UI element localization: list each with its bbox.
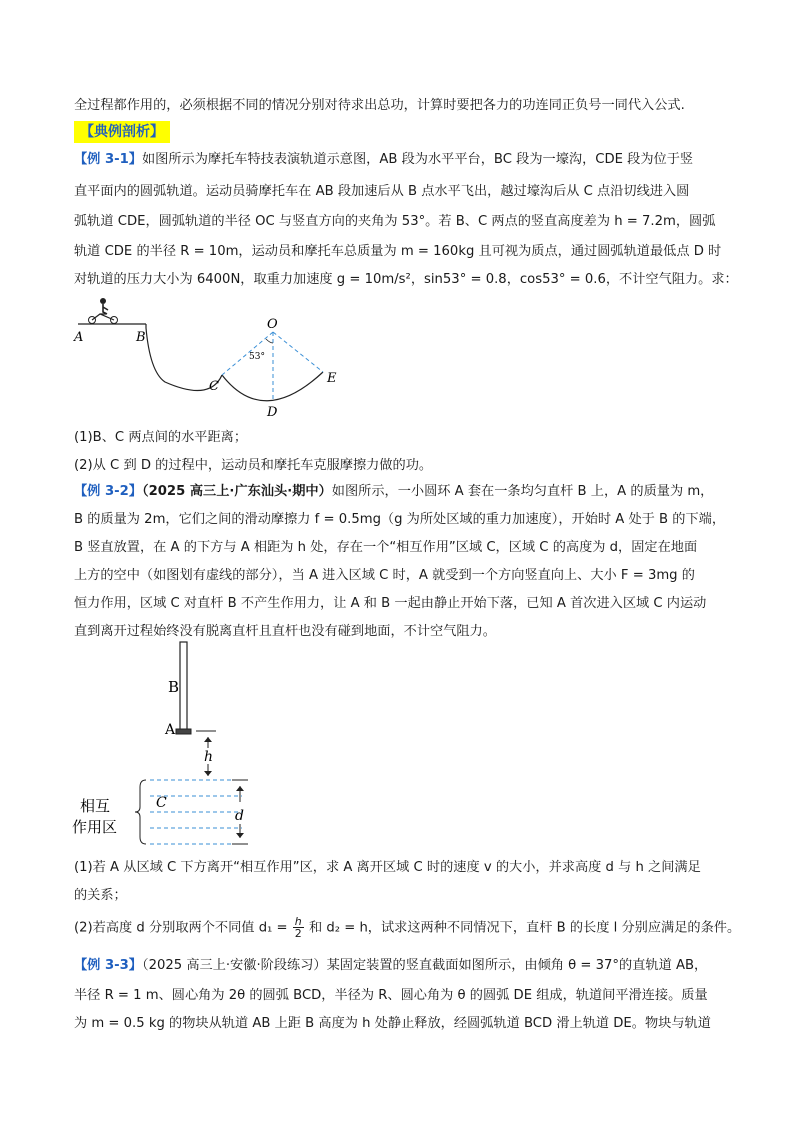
ex2-text-1: 如图所示，一小圆环 A 套在一条均匀直杆 B 上，A 的质量为 m， <box>331 484 714 499</box>
ex3-tag: 【例 3-3】 <box>74 958 142 973</box>
ring-A <box>176 729 191 734</box>
ex2-line-6: 直到离开过程始终没有脱离直杆且直杆也没有碰到地面，不计空气阻力。 <box>74 624 496 639</box>
zone-height-label-d: d <box>235 808 244 824</box>
ex2-q2-denominator: 2 <box>294 927 302 940</box>
ex1-question-1: (1)B、C 两点间的水平距离； <box>74 430 248 445</box>
ex1-line-3: 弧轨道 CDE，圆弧轨道的半径 OC 与竖直方向的夹角为 53°。若 B、C 两点的竖直高度差为 h = 7.2m，圆弧 <box>74 214 716 229</box>
ex1-question-2: (2)从 C 到 D 的过程中，运动员和摩托车克服摩擦力做的功。 <box>74 458 433 473</box>
rod-label-B: B <box>168 678 180 696</box>
ex3-line-2: 半径 R = 1 m、圆心角为 2θ 的圆弧 BCD，半径为 R、圆心角为 θ 的圆弧 DE 组成，轨道间平滑连接。质量 <box>74 988 708 1003</box>
intro-line: 全过程都作用的，必须根据不同的情况分别对待求出总功，计算时要把各力的功连同正负号一同代入公式. <box>74 98 685 113</box>
ex1-tag: 【例 3-1】 <box>74 152 142 167</box>
ex2-question-1b: 的关系； <box>74 888 127 903</box>
ring-label-A: A <box>165 722 176 738</box>
section-title: 【典例剖析】 <box>74 121 170 143</box>
rod-B <box>180 642 187 730</box>
ex2-rod-figure <box>70 640 290 855</box>
zone-name-line2: 作用区 <box>72 818 118 836</box>
label-D: D <box>267 405 278 420</box>
ex2-tag: 【例 3-2】 <box>74 484 142 499</box>
ex2-question-2 <box>74 916 740 939</box>
ex1-line-4: 轨道 CDE 的半径 R = 10m，运动员和摩托车总质量为 m = 160kg 且可视为质点，通过圆弧轨道最低点 D 时 <box>74 244 722 259</box>
label-C: C <box>209 379 219 394</box>
ex3-line-1 <box>74 956 707 976</box>
label-O: O <box>267 317 278 332</box>
ex2-q2-pre: (2)若高度 d 分别取两个不同值 d₁ = <box>74 920 292 936</box>
ex3-line-3: 为 m = 0.5 kg 的物块从轨道 AB 上距 B 高度为 h 处静止释放，经圆弧轨道 BCD 滑上轨道 DE。物块与轨道 <box>74 1016 711 1031</box>
ex2-line-1 <box>74 482 713 502</box>
ex2-line-3: B 竖直放置，在 A 的下方与 A 相距为 h 处，存在一个“相互作用”区域 C，区域 C 的高度为 d，固定在地面 <box>74 540 698 555</box>
ex2-question-1a: (1)若 A 从区域 C 下方离开“相互作用”区，求 A 离开区域 C 时的速度 v 的大小，并求高度 d 与 h 之间满足 <box>74 860 701 875</box>
ex3-text-1: （2025 高三上·安徽·阶段练习）某固定装置的竖直截面如图所示，由倾角 θ = 37°的直轨道 AB， <box>141 958 708 973</box>
ex2-q2-fraction <box>293 916 304 939</box>
label-E: E <box>327 371 337 386</box>
ex2-q2-post: 和 d₂ = h，试求这两种不同情况下，直杆 B 的长度 l 分别应满足的条件。 <box>304 920 741 936</box>
ex2-source: （2025 高三上·广东汕头·期中） <box>141 484 332 499</box>
ex2-line-2: B 的质量为 2m，它们之间的滑动摩擦力 f = 0.5mg（g 为所处区域的重力加速度），开始时 A 处于 B 的下端， <box>74 512 726 527</box>
ex2-line-5: 恒力作用，区域 C 对直杆 B 不产生作用力，让 A 和 B 一起由静止开始下落，已知 A 首次进入区域 C 内运动 <box>74 596 707 611</box>
zone-name-line1: 相互 <box>80 797 111 815</box>
label-A: A <box>74 330 84 345</box>
ex1-line-5: 对轨道的压力大小为 6400N，取重力加速度 g = 10m/s²，sin53° = 0.8，cos53° = 0.6，不计空气阻力。求： <box>74 272 738 287</box>
ex2-q2-numerator: h <box>293 916 304 928</box>
ex2-line-4: 上方的空中（如图划有虚线的部分），当 A 进入区域 C 时，A 就受到一个方向竖直向上、大小 F = 3mg 的 <box>74 568 695 583</box>
zone-label-C: C <box>156 795 167 811</box>
label-B: B <box>136 330 146 345</box>
angle-label: 53° <box>249 352 265 362</box>
ex1-line-1 <box>74 150 693 170</box>
motorcycle-rider-icon <box>89 298 118 324</box>
gap-label-h: h <box>204 749 214 765</box>
ex1-track-figure <box>70 292 370 427</box>
ex1-line-2: 直平面内的圆弧轨道。运动员骑摩托车在 AB 段加速后从 B 点水平飞出，越过壕沟后从 C 点沿切线进入圆 <box>74 184 690 199</box>
ex1-text-1: 如图所示为摩托车特技表演轨道示意图，AB 段为水平平台，BC 段为一壕沟，CDE 段为位于竖 <box>141 152 694 167</box>
